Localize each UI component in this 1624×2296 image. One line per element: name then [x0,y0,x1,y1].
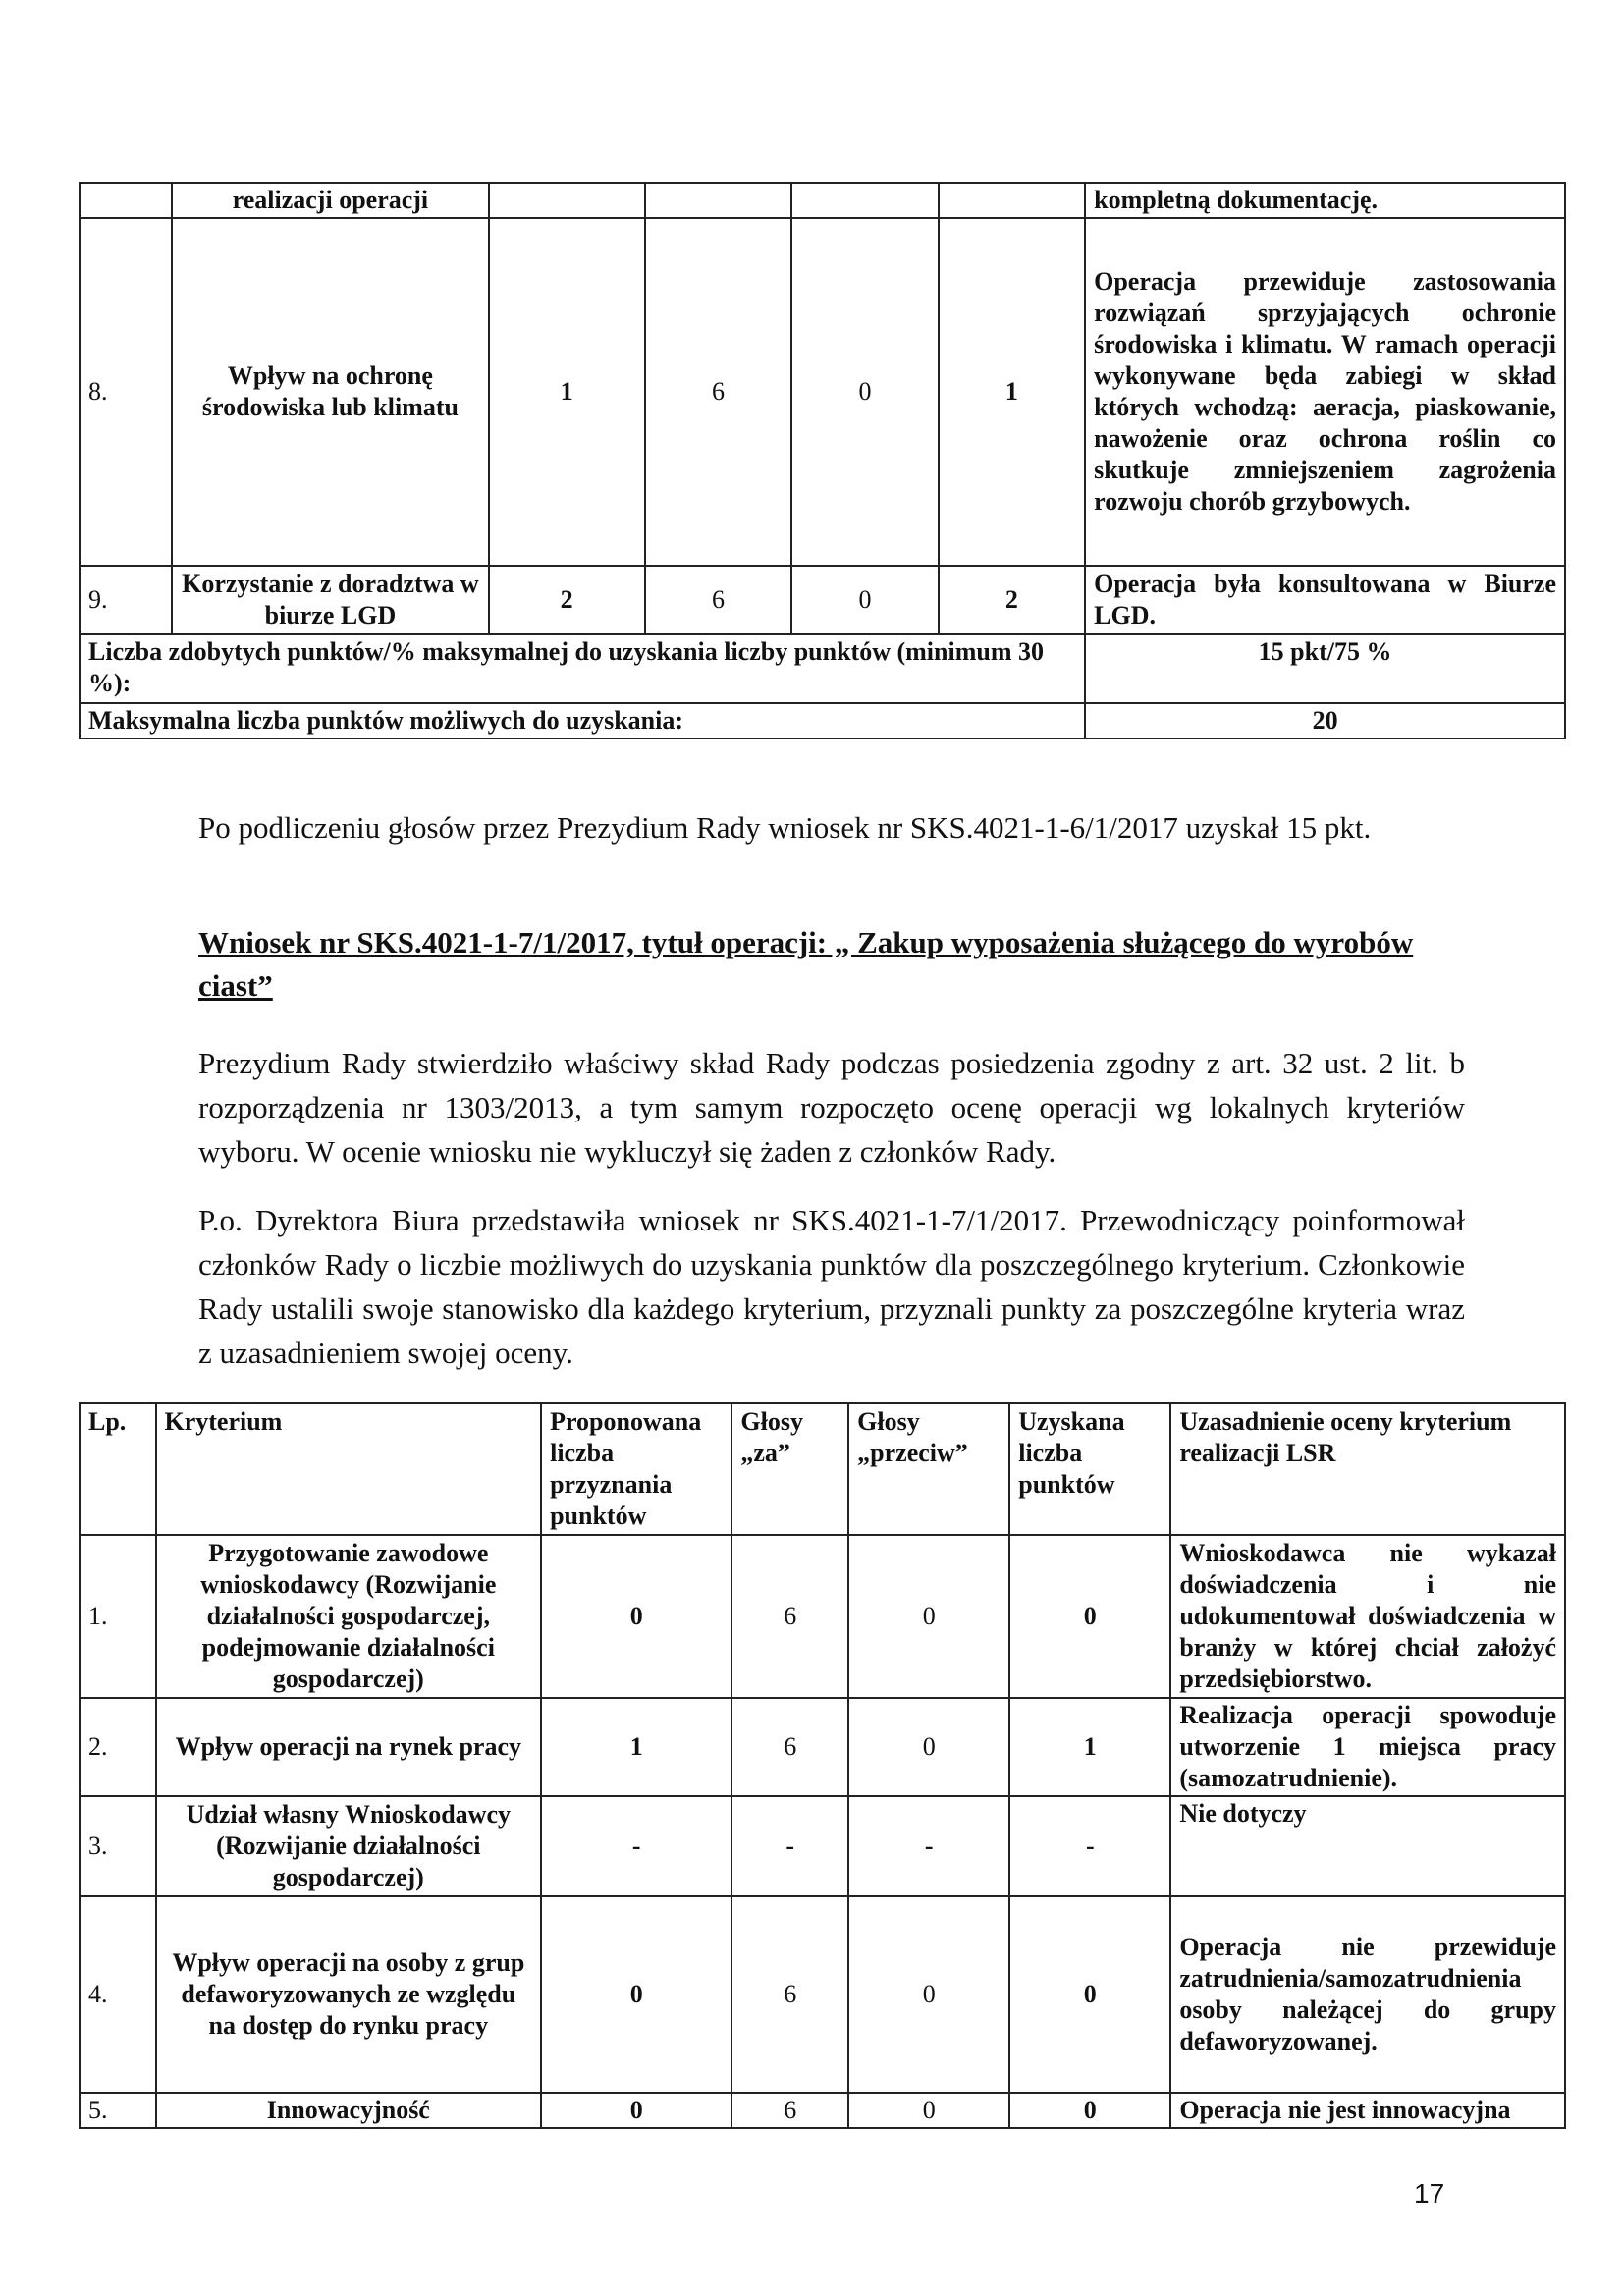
votes-for-cell: 6 [731,2093,848,2128]
proposed-points-cell: 1 [541,1698,731,1796]
summary-value: 15 pkt/75 % [1085,634,1565,703]
justification-cell: Operacja nie przewiduje zatrudnienia/samozatrudnienia osoby należącej do grupy defaworyzowanej. [1170,1896,1565,2093]
proposed-points-cell: 0 [541,2093,731,2128]
justification-cell: Nie dotyczy [1170,1796,1565,1896]
proposed-points-cell: 0 [541,1896,731,2093]
votes-for-cell: 6 [731,1698,848,1796]
proposed-points-cell: - [541,1796,731,1896]
justification-cell: Operacja nie jest innowacyjna [1170,2093,1565,2128]
criterion-cell: Wpływ na ochronę środowiska lub klimatu [172,218,488,566]
votes-against-cell: 0 [848,2093,1009,2128]
table-row [80,1896,1565,2093]
criterion-cell: realizacji operacji [172,183,488,218]
votes-against-cell: - [848,1796,1009,1896]
votes-for-cell: 6 [731,1896,848,2093]
criterion-cell: Wpływ operacji na rynek pracy [156,1698,542,1796]
table-row [80,183,1565,218]
obtained-points-cell: 1 [1009,1698,1170,1796]
votes-against-cell: 0 [848,1896,1009,2093]
obtained-points-cell: 0 [1009,1535,1170,1698]
header-obtained: Uzyskana liczba punktów [1009,1403,1170,1535]
lp-cell: 5. [80,2093,156,2128]
votes-against-cell: 0 [791,218,938,566]
criterion-cell: Innowacyjność [156,2093,542,2128]
header-proposed: Proponowana liczba przyznania punktów [541,1403,731,1535]
summary-row [80,634,1565,703]
proposed-points-cell: 2 [489,566,645,634]
obtained-points-cell: 1 [939,218,1085,566]
lp-cell: 2. [80,1698,156,1796]
votes-for-cell: 6 [645,218,791,566]
summary-label: Liczba zdobytych punktów/% maksymalnej do uzyskania liczby punktów (minimum 30 %): [80,634,1085,703]
proposed-points-cell: 0 [541,1535,731,1698]
vote-result-paragraph: Po podliczeniu głosów przez Prezydium Rady wniosek nr SKS.4021-1-6/1/2017 uzyskał 15 pkt. [198,810,1372,845]
header-votes-for: Głosy „za” [731,1403,848,1535]
justification-cell: kompletną dokumentację. [1085,183,1565,218]
criterion-cell: Korzystanie z doradztwa w biurze LGD [172,566,488,634]
header-votes-against: Głosy „przeciw” [848,1403,1009,1535]
table-row [80,1796,1565,1896]
scoring-table-continued [79,182,1566,739]
criterion-cell: Wpływ operacji na osoby z grup defaworyzowanych ze względu na dostęp do rynku pracy [156,1896,542,2093]
votes-for-cell: 6 [731,1535,848,1698]
presentation-paragraph: P.o. Dyrektora Biura przedstawiła wniosek nr SKS.4021-1-7/1/2017. Przewodniczący poinformował członków Rady o liczbie możliwych do uzyskania punktów dla poszczególnego kryterium. Członkowie Rady ustalili swoje stanowisko dla każdego kryterium, przyznali punkty za poszczególne kryteria wraz z uzasadnieniem swojej oceny. [198,1203,1465,1370]
table-row [80,1698,1565,1796]
table-row [80,218,1565,566]
page-number: 17 [1414,2178,1445,2209]
obtained-points-cell: - [1009,1796,1170,1896]
justification-cell: Operacja przewiduje zastosowania rozwiązań sprzyjających ochronie środowiska i klimatu. W ramach operacji wykonywane będa zabiegi w skład których wchodzą: aeracja, piaskowanie, nawożenie oraz ochrona roślin co skutkuje zmniejszeniem zagrożenia rozwoju chorób grzybowych. [1085,218,1565,566]
scoring-table [79,1402,1566,2129]
lp-cell: 4. [80,1896,156,2093]
votes-against-cell: 0 [848,1698,1009,1796]
lp-cell: 9. [80,566,172,634]
table-header-row [80,1403,1565,1535]
max-points-label: Maksymalna liczba punktów możliwych do uzyskania: [80,703,1085,738]
application-heading: Wniosek nr SKS.4021-1-7/1/2017, tytuł operacji: „ Zakup wyposażenia służącego do wyrobów ciast” [198,925,1414,1003]
votes-against-cell: 0 [848,1535,1009,1698]
table-row [80,566,1565,634]
votes-for-cell: - [731,1796,848,1896]
criterion-cell: Przygotowanie zawodowe wnioskodawcy (Rozwijanie działalności gospodarczej, podejmowanie działalności gospodarczej) [156,1535,542,1698]
table-row [80,2093,1565,2128]
proposed-points-cell: 1 [489,218,645,566]
votes-for-cell: 6 [645,566,791,634]
lp-cell: 3. [80,1796,156,1896]
max-points-row [80,703,1565,738]
obtained-points-cell: 0 [1009,1896,1170,2093]
justification-cell: Realizacja operacji spowoduje utworzenie 1 miejsca pracy (samozatrudnienie). [1170,1698,1565,1796]
lp-cell: 1. [80,1535,156,1698]
lp-cell: 8. [80,218,172,566]
header-criterion: Kryterium [156,1403,542,1535]
table-row [80,1535,1565,1698]
votes-against-cell: 0 [791,566,938,634]
council-composition-paragraph: Prezydium Rady stwierdziło właściwy skład Rady podczas posiedzenia zgodny z art. 32 ust. 2 lit. b rozporządzenia nr 1303/2013, a tym samym rozpoczęto ocenę operacji wg lokalnych kryteriów wyboru. W ocenie wniosku nie wykluczył się żaden z członków Rady. [198,1046,1465,1169]
max-points-value: 20 [1085,703,1565,738]
obtained-points-cell: 0 [1009,2093,1170,2128]
justification-cell: Wnioskodawca nie wykazał doświadczenia i nie udokumentował doświadczenia w branży w której chciał założyć przedsiębiorstwo. [1170,1535,1565,1698]
header-lp: Lp. [80,1403,156,1535]
criterion-cell: Udział własny Wnioskodawcy (Rozwijanie działalności gospodarczej) [156,1796,542,1896]
justification-cell: Operacja była konsultowana w Biurze LGD. [1085,566,1565,634]
obtained-points-cell: 2 [939,566,1085,634]
header-justification: Uzasadnienie oceny kryterium realizacji LSR [1170,1403,1565,1535]
